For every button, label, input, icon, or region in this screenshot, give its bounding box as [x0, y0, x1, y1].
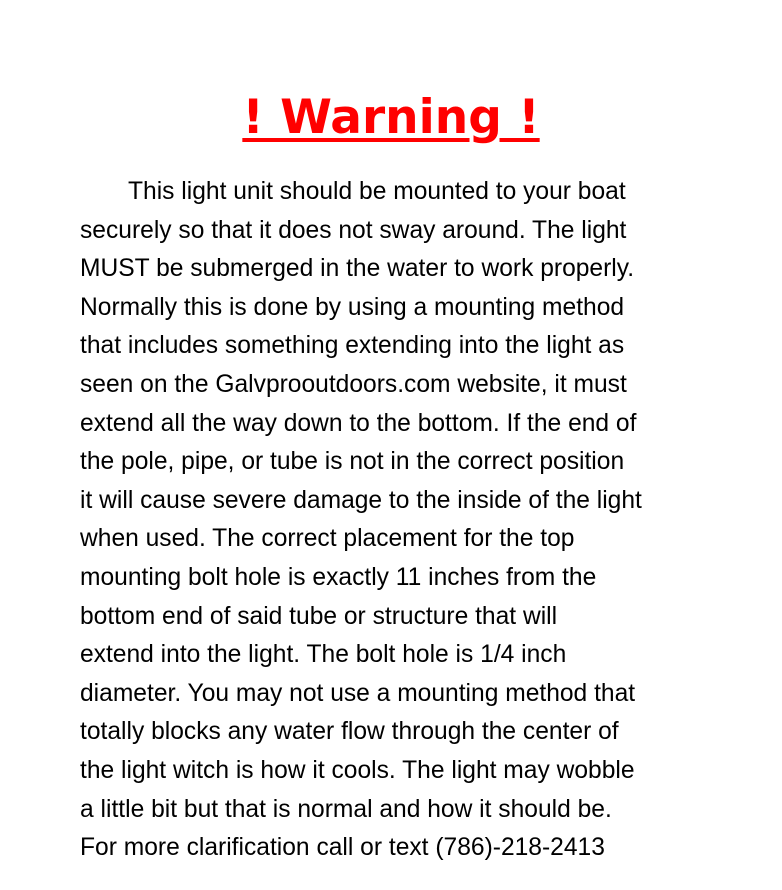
body-line: MUST be submerged in the water to work properly. — [80, 255, 635, 283]
warning-body — [80, 173, 720, 868]
body-line: seen on the Galvprooutdoors.com website, it must — [80, 370, 627, 398]
body-line: totally blocks any water flow through the center of — [80, 718, 619, 746]
body-line: Normally this is done by using a mounting method — [80, 293, 625, 321]
body-line: the pole, pipe, or tube is not in the correct position — [80, 448, 625, 476]
warning-title-text: ! Warning ! — [242, 90, 540, 145]
body-line: bottom end of said tube or structure that will — [80, 602, 558, 630]
body-line: extend into the light. The bolt hole is 1/4 inch — [80, 641, 567, 669]
body-line: that includes something extending into the light as — [80, 332, 625, 360]
body-line: mounting bolt hole is exactly 11 inches from the — [80, 563, 597, 591]
body-line: This light unit should be mounted to your boat — [128, 178, 626, 205]
body-line: diameter. You may not use a mounting method that — [80, 679, 636, 707]
body-line: a little bit but that is normal and how it should be. — [80, 795, 612, 823]
contact-line: For more clarification call or text (786)-218-2413 — [80, 834, 605, 862]
body-line: the light witch is how it cools. The light may wobble — [80, 756, 635, 784]
body-line: extend all the way down to the bottom. If the end of — [80, 409, 637, 437]
body-line: it will cause severe damage to the inside of the light — [80, 486, 642, 514]
body-line: securely so that it does not sway around. The light — [80, 216, 627, 244]
warning-title — [0, 86, 782, 150]
body-line: when used. The correct placement for the top — [80, 525, 575, 553]
